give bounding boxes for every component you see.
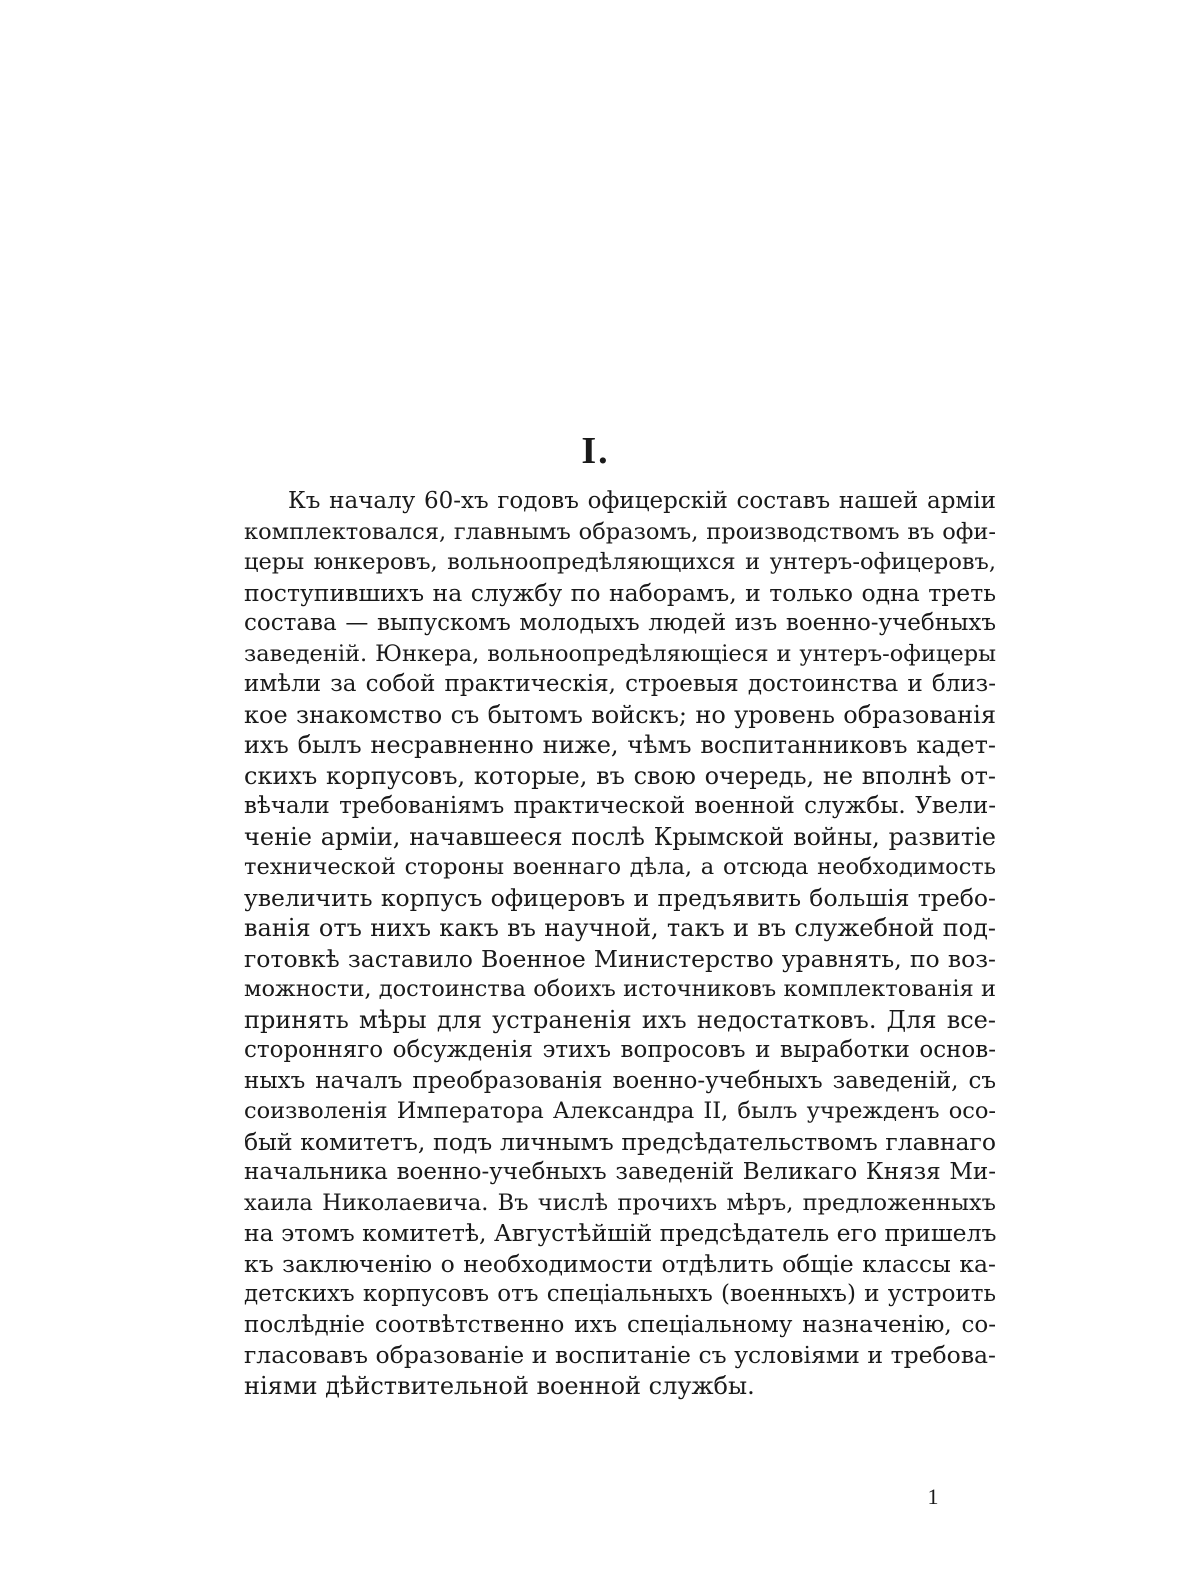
text-line: соизволенія Императора Александра II, былъ учрежденъ осо- [244,1098,996,1124]
text-line: церы юнкеровъ, вольноопредѣляющихся и унтеръ-офицеровъ, [244,549,996,575]
text-line: состава — выпускомъ молодыхъ людей изъ военно-учебныхъ [244,610,996,636]
text-line: скихъ корпусовъ, которые, въ свою очередь, не вполнѣ от- [244,761,996,790]
text-line: принять мѣры для устраненія ихъ недостатковъ. Для все- [244,1005,996,1034]
text-line: имѣли за собой практическія, строевыя достоинства и близ- [244,671,996,697]
text-line: бый комитетъ, подъ личнымъ предсѣдательствомъ главнаго [244,1127,996,1156]
text-line: заведеній. Юнкера, вольноопредѣляющіеся и унтеръ-офицеры [244,640,996,667]
text-line: къ заключенію о необходимости отдѣлить общіе классы ка- [244,1249,996,1278]
text-line: вѣчали требованіямъ практической военной службы. Увели- [244,793,996,819]
text-line: ихъ былъ несравненно ниже, чѣмъ воспитанниковъ кадет- [244,731,996,759]
text-line: начальника военно-учебныхъ заведеній Великаго Князя Ми- [244,1159,996,1185]
text-line: детскихъ корпусовъ отъ спеціальныхъ (военныхъ) и устроить [244,1281,996,1307]
text-line: увеличить корпусъ офицеровъ и предъявить большія требо- [244,883,996,912]
page-number: 1 [927,1484,939,1509]
text-line: комплектовался, главнымъ образомъ, производствомъ въ офи- [244,518,996,545]
text-line: ченіе арміи, начавшееся послѣ Крымской войны, развитіе [244,822,996,851]
text-line: поступившихъ на службу по наборамъ, и только одна треть [244,578,996,607]
text-line: технической стороны военнаго дѣла, а отсюда необходимость [244,854,996,880]
text-line: ванія отъ нихъ какъ въ научной, такъ и въ служебной под- [244,914,996,942]
text-line: можности, достоинства обоихъ источниковъ комплектованія и [244,976,996,1002]
text-line: на этомъ комитетѣ, Августѣйшій предсѣдатель его пришелъ [244,1219,997,1247]
body-paragraph [244,486,996,1401]
text-line: готовкѣ заставило Военное Министерство уравнять, по воз- [244,944,996,973]
text-line: сторонняго обсужденія этихъ вопросовъ и выработки основ- [244,1037,996,1063]
text-line: Къ началу 60-хъ годовъ офицерскій составъ нашей арміи [288,488,996,514]
text-line: хаила Николаевича. Въ числѣ прочихъ мѣръ, предложенныхъ [244,1189,996,1216]
text-line: ніями дѣйствительной военной службы. [244,1371,755,1400]
text-line: кое знакомство съ бытомъ войскъ; но уровень образованія [244,700,996,729]
text-line: послѣдніе соотвѣтственно ихъ спеціальному назначенію, со- [244,1311,996,1338]
text-line: ныхъ началъ преобразованія военно-учебныхъ заведеній, съ [244,1067,996,1094]
chapter-numeral: I. [581,430,610,472]
text-line: гласовавъ образованіе и воспитаніе съ условіями и требова- [244,1341,996,1369]
